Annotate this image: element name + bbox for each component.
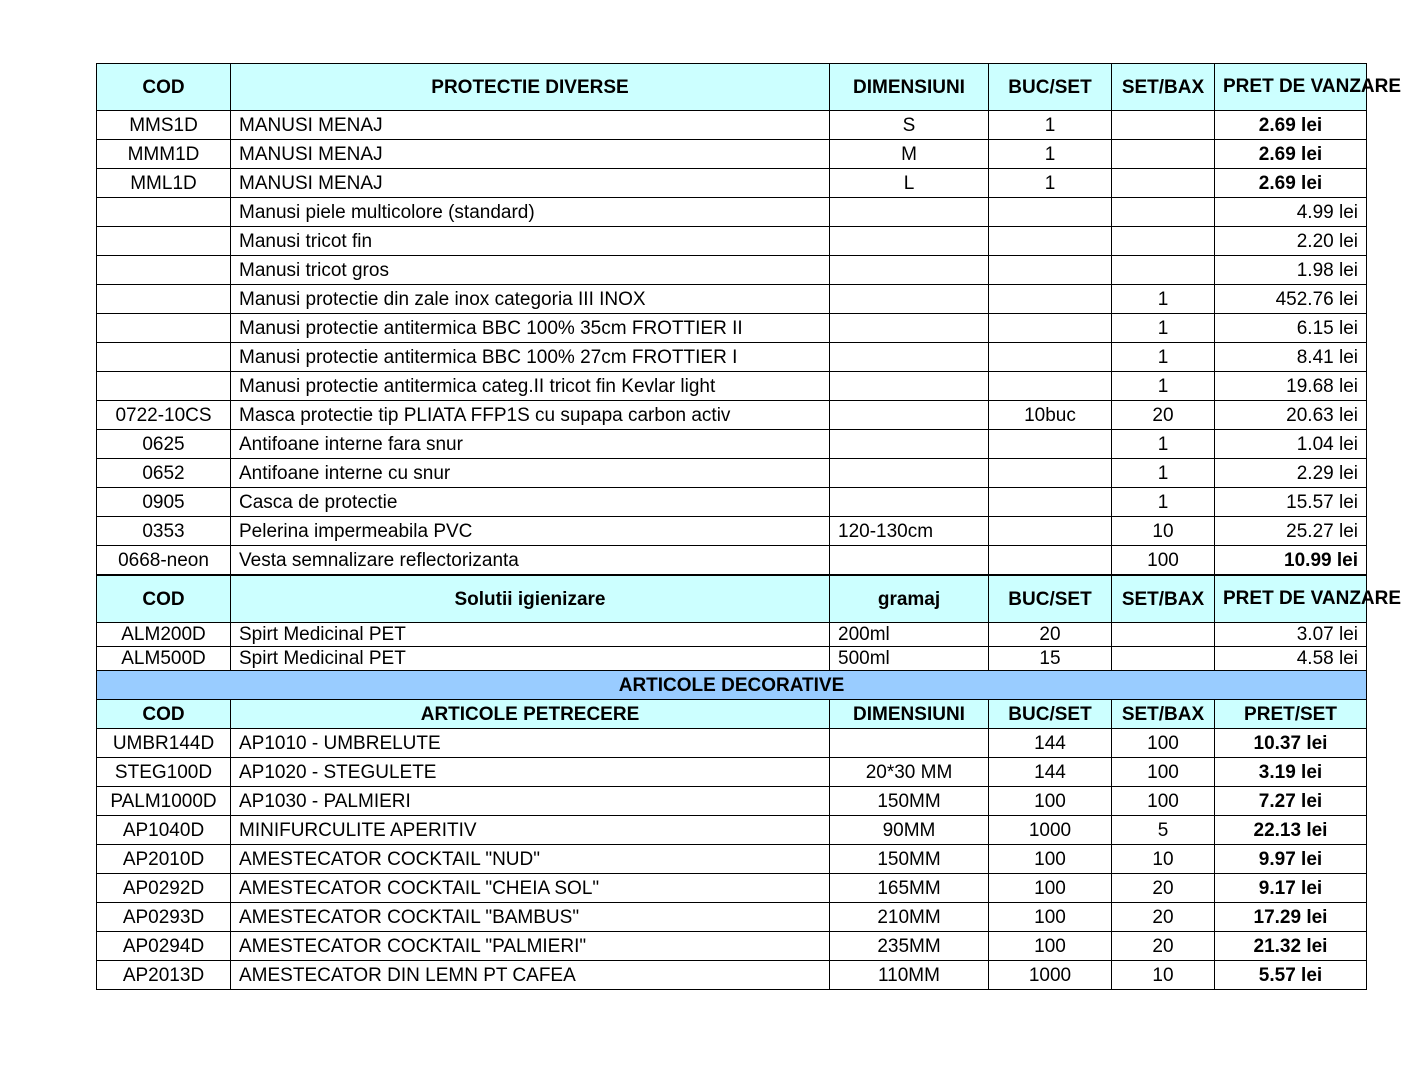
buc-set-cell (989, 285, 1112, 314)
table-row (97, 845, 1367, 874)
buc-set-cell (989, 343, 1112, 372)
column-header: COD (97, 575, 231, 623)
buc-set-cell: 100 (989, 932, 1112, 961)
code-cell (97, 227, 231, 256)
dimension-cell: 120-130cm (830, 517, 989, 546)
price-cell: 19.68 lei (1215, 372, 1367, 401)
column-header: PROTECTIE DIVERSE (231, 64, 830, 111)
table-row (97, 874, 1367, 903)
code-cell: 0625 (97, 430, 231, 459)
dimension-cell (830, 459, 989, 488)
table-row (97, 459, 1367, 488)
name-cell: Antifoane interne fara snur (231, 430, 830, 459)
set-bax-cell (1112, 227, 1215, 256)
buc-set-cell (989, 546, 1112, 576)
code-cell (97, 343, 231, 372)
dimension-cell (830, 198, 989, 227)
table-row (97, 758, 1367, 787)
name-cell: MANUSI MENAJ (231, 111, 830, 140)
name-cell: Casca de protectie (231, 488, 830, 517)
code-cell: MMS1D (97, 111, 231, 140)
set-bax-cell: 100 (1112, 729, 1215, 758)
dimension-cell: 235MM (830, 932, 989, 961)
dimension-cell (830, 256, 989, 285)
table-row (97, 546, 1367, 576)
code-cell (97, 285, 231, 314)
buc-set-cell: 100 (989, 787, 1112, 816)
price-cell: 2.20 lei (1215, 227, 1367, 256)
name-cell: Pelerina impermeabila PVC (231, 517, 830, 546)
code-cell: 0353 (97, 517, 231, 546)
table-row (97, 488, 1367, 517)
price-cell: 2.69 lei (1215, 111, 1367, 140)
table-row (97, 961, 1367, 990)
set-bax-cell (1112, 256, 1215, 285)
code-cell: ALM500D (97, 647, 231, 671)
price-cell: 1.04 lei (1215, 430, 1367, 459)
table-row (97, 903, 1367, 932)
code-cell: 0905 (97, 488, 231, 517)
dimension-cell: 165MM (830, 874, 989, 903)
price-cell: 22.13 lei (1215, 816, 1367, 845)
code-cell: 0652 (97, 459, 231, 488)
set-bax-cell (1112, 140, 1215, 169)
code-cell: 0668-neon (97, 546, 231, 576)
price-cell: 8.41 lei (1215, 343, 1367, 372)
header-row (97, 700, 1367, 729)
set-bax-cell: 20 (1112, 401, 1215, 430)
code-cell: PALM1000D (97, 787, 231, 816)
set-bax-cell: 100 (1112, 787, 1215, 816)
table-row (97, 169, 1367, 198)
buc-set-cell (989, 198, 1112, 227)
name-cell: AP1010 - UMBRELUTE (231, 729, 830, 758)
set-bax-cell: 10 (1112, 845, 1215, 874)
name-cell: AP1030 - PALMIERI (231, 787, 830, 816)
section-title-row (97, 671, 1367, 700)
name-cell: MANUSI MENAJ (231, 140, 830, 169)
code-cell (97, 256, 231, 285)
table-row (97, 256, 1367, 285)
name-cell: Manusi piele multicolore (standard) (231, 198, 830, 227)
set-bax-cell (1112, 647, 1215, 671)
name-cell: Spirt Medicinal PET (231, 623, 830, 647)
dimension-cell: 200ml (830, 623, 989, 647)
price-cell: 9.97 lei (1215, 845, 1367, 874)
dimension-cell (830, 314, 989, 343)
dimension-cell: 500ml (830, 647, 989, 671)
dimension-cell (830, 729, 989, 758)
name-cell: Spirt Medicinal PET (231, 647, 830, 671)
code-cell: AP2013D (97, 961, 231, 990)
buc-set-cell (989, 430, 1112, 459)
price-cell: 452.76 lei (1215, 285, 1367, 314)
price-cell: 9.17 lei (1215, 874, 1367, 903)
table-row (97, 623, 1367, 647)
price-cell: 21.32 lei (1215, 932, 1367, 961)
set-bax-cell: 100 (1112, 546, 1215, 576)
dimension-cell: 20*30 MM (830, 758, 989, 787)
name-cell: AMESTECATOR DIN LEMN PT CAFEA (231, 961, 830, 990)
name-cell: Manusi tricot fin (231, 227, 830, 256)
dimension-cell: M (830, 140, 989, 169)
code-cell (97, 314, 231, 343)
name-cell: AMESTECATOR COCKTAIL "NUD" (231, 845, 830, 874)
code-cell: 0722-10CS (97, 401, 231, 430)
price-cell: 3.07 lei (1215, 623, 1367, 647)
price-cell: 4.58 lei (1215, 647, 1367, 671)
name-cell: Vesta semnalizare reflectorizanta (231, 546, 830, 576)
price-cell: 2.69 lei (1215, 169, 1367, 198)
buc-set-cell (989, 227, 1112, 256)
table-row (97, 198, 1367, 227)
set-bax-cell (1112, 111, 1215, 140)
dimension-cell (830, 285, 989, 314)
dimension-cell: S (830, 111, 989, 140)
price-cell: 20.63 lei (1215, 401, 1367, 430)
table-row (97, 517, 1367, 546)
table-row (97, 430, 1367, 459)
dimension-cell (830, 546, 989, 576)
name-cell: AMESTECATOR COCKTAIL "PALMIERI" (231, 932, 830, 961)
buc-set-cell (989, 459, 1112, 488)
name-cell: Masca protectie tip PLIATA FFP1S cu supapa carbon activ (231, 401, 830, 430)
set-bax-cell (1112, 169, 1215, 198)
dimension-cell: 150MM (830, 845, 989, 874)
column-header: gramaj (830, 575, 989, 623)
name-cell: Manusi protectie antitermica categ.II tricot fin Kevlar light (231, 372, 830, 401)
buc-set-cell: 100 (989, 903, 1112, 932)
set-bax-cell: 1 (1112, 488, 1215, 517)
set-bax-cell: 10 (1112, 517, 1215, 546)
set-bax-cell: 10 (1112, 961, 1215, 990)
column-header: PRET DE VANZARE (1215, 575, 1367, 623)
price-cell: 17.29 lei (1215, 903, 1367, 932)
column-header: DIMENSIUNI (830, 700, 989, 729)
table-row (97, 285, 1367, 314)
dimension-cell (830, 227, 989, 256)
dimension-cell: 210MM (830, 903, 989, 932)
name-cell: Manusi tricot gros (231, 256, 830, 285)
set-bax-cell: 20 (1112, 874, 1215, 903)
buc-set-cell: 1000 (989, 816, 1112, 845)
price-cell: 6.15 lei (1215, 314, 1367, 343)
dimension-cell: 150MM (830, 787, 989, 816)
table-row (97, 729, 1367, 758)
dimension-cell (830, 488, 989, 517)
set-bax-cell: 20 (1112, 932, 1215, 961)
column-header: DIMENSIUNI (830, 64, 989, 111)
code-cell: STEG100D (97, 758, 231, 787)
dimension-cell (830, 343, 989, 372)
column-header: SET/BAX (1112, 575, 1215, 623)
buc-set-cell: 1000 (989, 961, 1112, 990)
column-header: BUC/SET (989, 700, 1112, 729)
price-cell: 15.57 lei (1215, 488, 1367, 517)
buc-set-cell (989, 372, 1112, 401)
buc-set-cell: 20 (989, 623, 1112, 647)
price-cell: 5.57 lei (1215, 961, 1367, 990)
set-bax-cell (1112, 623, 1215, 647)
buc-set-cell (989, 517, 1112, 546)
name-cell: Antifoane interne cu snur (231, 459, 830, 488)
table-row (97, 401, 1367, 430)
code-cell (97, 198, 231, 227)
dimension-cell (830, 401, 989, 430)
column-header: COD (97, 64, 231, 111)
dimension-cell: L (830, 169, 989, 198)
price-cell: 2.69 lei (1215, 140, 1367, 169)
buc-set-cell: 10buc (989, 401, 1112, 430)
table-row (97, 111, 1367, 140)
header-row (97, 575, 1367, 623)
column-header: BUC/SET (989, 64, 1112, 111)
table-row (97, 314, 1367, 343)
buc-set-cell: 1 (989, 111, 1112, 140)
column-header: PRET DE VANZARE (1215, 64, 1367, 111)
buc-set-cell: 100 (989, 874, 1112, 903)
code-cell: AP1040D (97, 816, 231, 845)
code-cell (97, 372, 231, 401)
price-cell: 4.99 lei (1215, 198, 1367, 227)
column-header: SET/BAX (1112, 700, 1215, 729)
code-cell: AP0292D (97, 874, 231, 903)
header-row (97, 64, 1367, 111)
buc-set-cell: 15 (989, 647, 1112, 671)
name-cell: AP1020 - STEGULETE (231, 758, 830, 787)
buc-set-cell (989, 314, 1112, 343)
table-row (97, 140, 1367, 169)
set-bax-cell (1112, 198, 1215, 227)
price-list-table (96, 63, 1401, 990)
dimension-cell (830, 430, 989, 459)
price-cell: 2.29 lei (1215, 459, 1367, 488)
set-bax-cell: 1 (1112, 372, 1215, 401)
code-cell: UMBR144D (97, 729, 231, 758)
set-bax-cell: 1 (1112, 343, 1215, 372)
code-cell: AP0293D (97, 903, 231, 932)
table-row (97, 372, 1367, 401)
column-header: ARTICOLE PETRECERE (231, 700, 830, 729)
name-cell: MANUSI MENAJ (231, 169, 830, 198)
column-header: Solutii igienizare (231, 575, 830, 623)
buc-set-cell (989, 488, 1112, 517)
buc-set-cell: 144 (989, 729, 1112, 758)
buc-set-cell (989, 256, 1112, 285)
set-bax-cell: 1 (1112, 314, 1215, 343)
set-bax-cell: 5 (1112, 816, 1215, 845)
code-cell: MMM1D (97, 140, 231, 169)
table-row (97, 227, 1367, 256)
price-cell: 3.19 lei (1215, 758, 1367, 787)
section-title: ARTICOLE DECORATIVE (97, 671, 1367, 700)
code-cell: MML1D (97, 169, 231, 198)
code-cell: ALM200D (97, 623, 231, 647)
buc-set-cell: 144 (989, 758, 1112, 787)
name-cell: Manusi protectie antitermica BBC 100% 27cm FROTTIER I (231, 343, 830, 372)
set-bax-cell: 1 (1112, 459, 1215, 488)
buc-set-cell: 1 (989, 169, 1112, 198)
set-bax-cell: 100 (1112, 758, 1215, 787)
code-cell: AP0294D (97, 932, 231, 961)
price-cell: 7.27 lei (1215, 787, 1367, 816)
buc-set-cell: 100 (989, 845, 1112, 874)
column-header: BUC/SET (989, 575, 1112, 623)
name-cell: Manusi protectie antitermica BBC 100% 35cm FROTTIER II (231, 314, 830, 343)
name-cell: AMESTECATOR COCKTAIL "BAMBUS" (231, 903, 830, 932)
set-bax-cell: 20 (1112, 903, 1215, 932)
buc-set-cell: 1 (989, 140, 1112, 169)
column-header: COD (97, 700, 231, 729)
name-cell: Manusi protectie din zale inox categoria III INOX (231, 285, 830, 314)
column-header: PRET/SET (1215, 700, 1367, 729)
name-cell: AMESTECATOR COCKTAIL "CHEIA SOL" (231, 874, 830, 903)
name-cell: MINIFURCULITE APERITIV (231, 816, 830, 845)
column-header: SET/BAX (1112, 64, 1215, 111)
price-cell: 1.98 lei (1215, 256, 1367, 285)
table-row (97, 932, 1367, 961)
price-cell: 10.37 lei (1215, 729, 1367, 758)
dimension-cell: 110MM (830, 961, 989, 990)
price-cell: 10.99 lei (1215, 546, 1367, 576)
set-bax-cell: 1 (1112, 430, 1215, 459)
table-row (97, 816, 1367, 845)
dimension-cell (830, 372, 989, 401)
code-cell: AP2010D (97, 845, 231, 874)
price-cell: 25.27 lei (1215, 517, 1367, 546)
set-bax-cell: 1 (1112, 285, 1215, 314)
table-row (97, 343, 1367, 372)
dimension-cell: 90MM (830, 816, 989, 845)
table-row (97, 787, 1367, 816)
table-row (97, 647, 1367, 671)
